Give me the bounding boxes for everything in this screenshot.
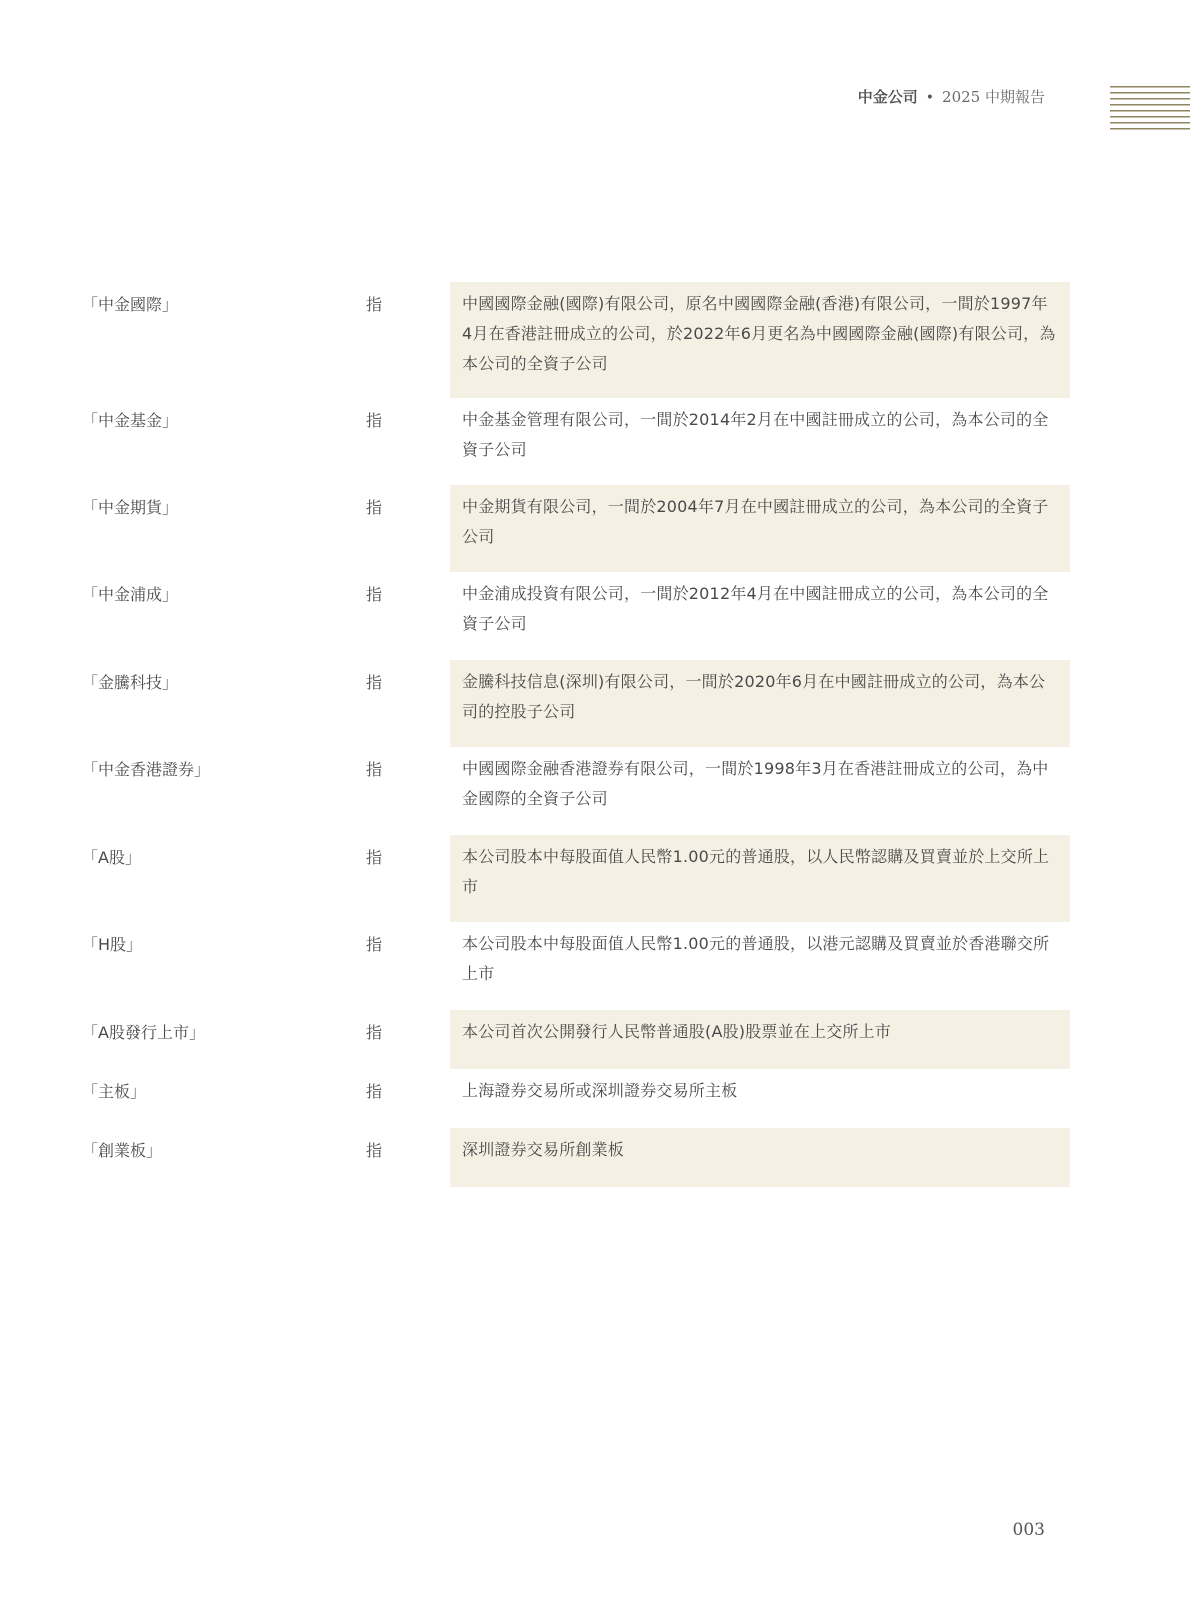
definition-means: 指 — [366, 760, 383, 779]
definition-means: 指 — [366, 673, 383, 692]
running-header — [858, 86, 1045, 107]
definition-row — [0, 1069, 1190, 1128]
definition-term: 「金騰科技」 — [82, 673, 179, 692]
definition-term: 「中金國際」 — [82, 295, 179, 314]
definition-row — [0, 398, 1190, 485]
definition-term: 「中金香港證券」 — [82, 760, 211, 779]
page-number: 003 — [1012, 1520, 1045, 1540]
definition-text: 金騰科技信息(深圳)有限公司，一間於2020年6月在中國註冊成立的公司，為本公司的控股子公司 — [450, 660, 1070, 747]
definition-text: 中金浦成投資有限公司，一間於2012年4月在中國註冊成立的公司，為本公司的全資子公司 — [462, 584, 1049, 633]
definition-means: 指 — [366, 1082, 383, 1101]
definition-text: 上海證券交易所或深圳證券交易所主板 — [462, 1081, 738, 1100]
definition-term: 「中金浦成」 — [82, 585, 179, 604]
definition-term: 「中金基金」 — [82, 411, 179, 430]
definition-row — [0, 660, 1190, 747]
definition-text: 中國國際金融(國際)有限公司，原名中國國際金融(香港)有限公司，一間於1997年4月在香港註冊成立的公司，於2022年6月更名為中國國際金融(國際)有限公司，為本公司的全資子公司 — [450, 282, 1070, 398]
definition-text: 中金基金管理有限公司，一間於2014年2月在中國註冊成立的公司，為本公司的全資子公司 — [462, 410, 1049, 459]
definition-text: 本公司股本中每股面值人民幣1.00元的普通股，以人民幣認購及買賣並於上交所上市 — [450, 835, 1070, 922]
definition-text: 中國國際金融香港證券有限公司，一間於1998年3月在香港註冊成立的公司，為中金國際的全資子公司 — [462, 759, 1049, 808]
definition-means: 指 — [366, 1141, 383, 1160]
definition-term: 「H股」 — [82, 935, 143, 954]
definition-means: 指 — [366, 585, 383, 604]
definitions-table — [0, 282, 1190, 1187]
definition-means: 指 — [366, 935, 383, 954]
definition-row — [0, 1128, 1190, 1187]
definition-means: 指 — [366, 1023, 383, 1042]
definition-means: 指 — [366, 411, 383, 430]
definition-term: 「A股」 — [82, 848, 141, 867]
header-report-title: 2025 中期報告 — [942, 88, 1045, 106]
definition-term: 「創業板」 — [82, 1141, 163, 1160]
definition-text: 深圳證券交易所創業板 — [450, 1128, 1070, 1187]
definition-row — [0, 835, 1190, 922]
definition-text: 中金期貨有限公司，一間於2004年7月在中國註冊成立的公司，為本公司的全資子公司 — [450, 485, 1070, 572]
definition-row — [0, 282, 1190, 398]
definition-row — [0, 572, 1190, 660]
definition-term: 「中金期貨」 — [82, 498, 179, 517]
definition-row — [0, 1010, 1190, 1069]
definition-text: 本公司股本中每股面值人民幣1.00元的普通股，以港元認購及買賣並於香港聯交所上市 — [462, 934, 1050, 983]
definition-term: 「主板」 — [82, 1082, 147, 1101]
definition-term: 「A股發行上市」 — [82, 1023, 205, 1042]
definition-means: 指 — [366, 498, 383, 517]
definition-row — [0, 747, 1190, 835]
definition-row — [0, 485, 1190, 572]
definition-row — [0, 922, 1190, 1010]
header-separator: • — [925, 90, 935, 106]
definition-text: 本公司首次公開發行人民幣普通股(A股)股票並在上交所上市 — [450, 1010, 1070, 1069]
definition-means: 指 — [366, 295, 383, 314]
header-stripe-decoration — [1110, 86, 1190, 134]
header-company: 中金公司 — [857, 88, 918, 106]
definition-means: 指 — [366, 848, 383, 867]
